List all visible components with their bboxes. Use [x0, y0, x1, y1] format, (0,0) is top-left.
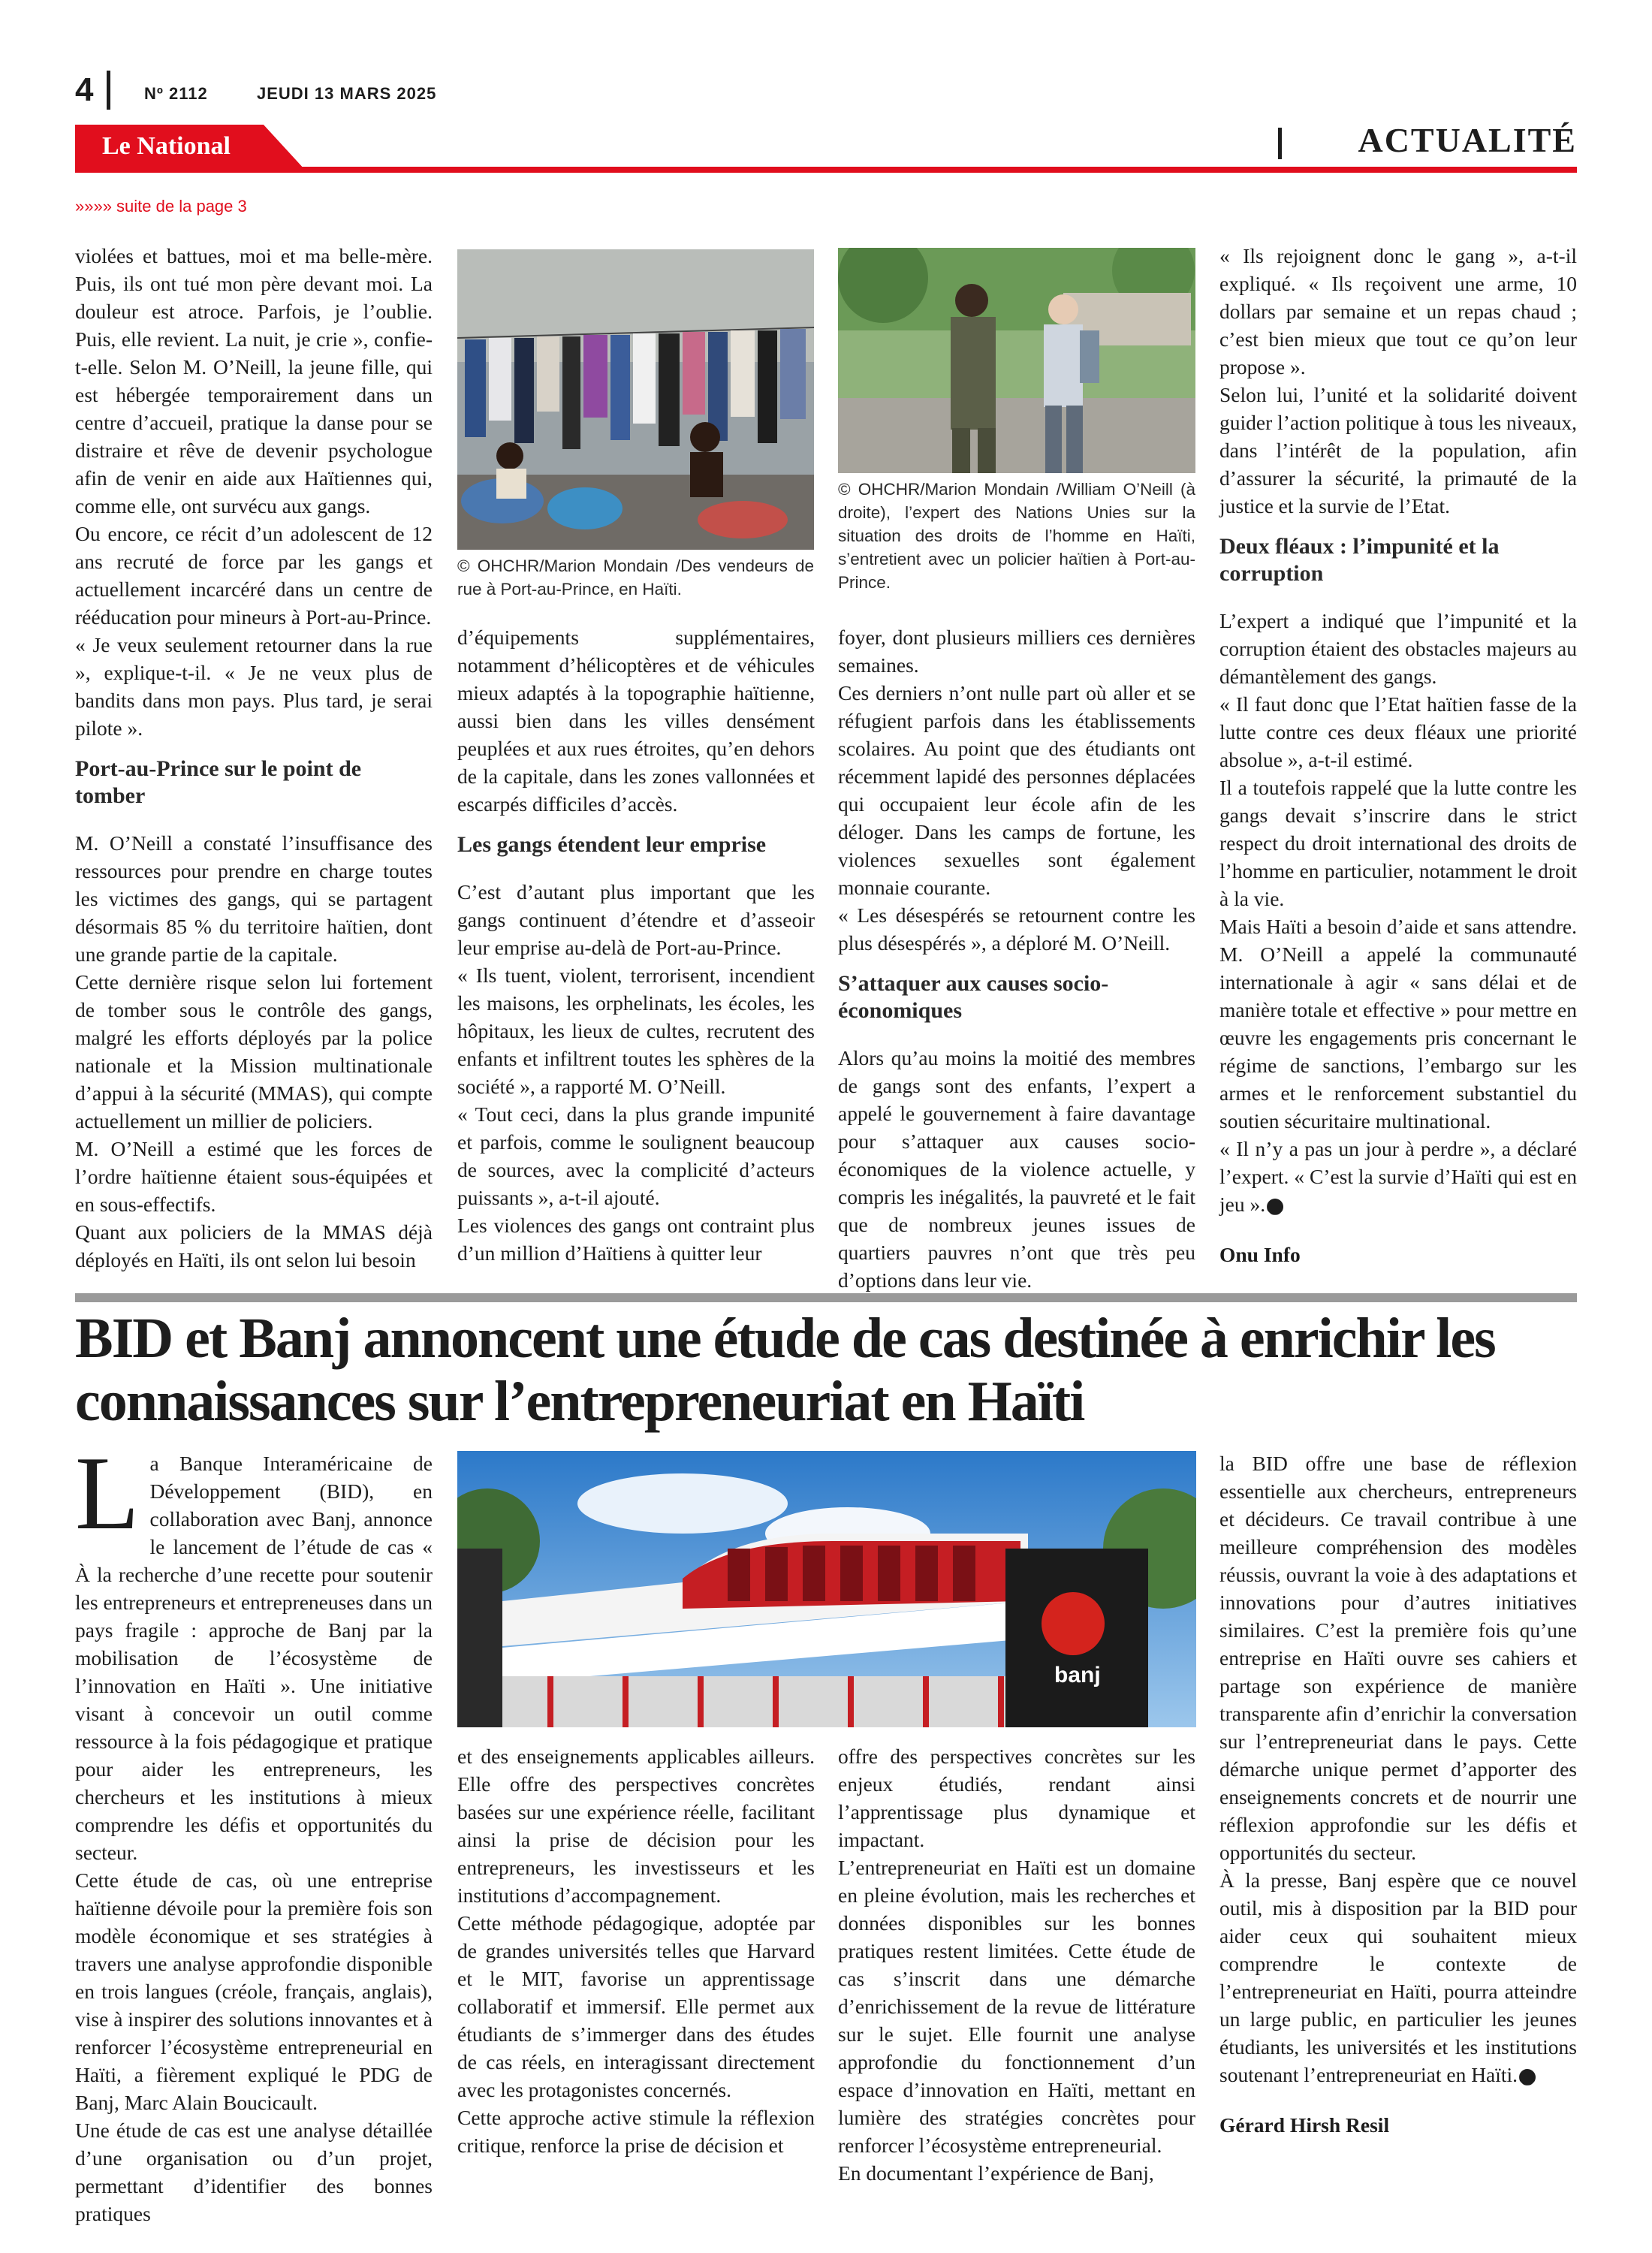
paragraph: Selon lui, l’unité et la solidarité doivent guider l’action politique à tous les niveaux, dans l’intérêt de la population, afin d’assurer la sécurité, la primauté de la justice et la survie de l’Etat. — [1219, 383, 1577, 517]
paragraph: Quant aux policiers de la MMAS déjà déployés en Haïti, ils ont selon lui besoin — [75, 1220, 433, 1271]
page-number: 4 — [75, 71, 94, 108]
paragraph: foyer, dont plusieurs milliers ces dernières semaines. — [838, 626, 1195, 677]
paragraph: C’est d’autant plus important que les gangs continuent d’étendre et d’asseoir leur emprise au-delà de Port-au-Prince. — [457, 880, 815, 959]
paragraph: d’équipements supplémentaires, notamment d’hélicoptères et de véhicules mieux adaptés à la topographie haïtienne, aussi bien dans les villes densément peuplées et aux rues étroites, qu’en dehors de la capitale, dans les zones vallonnées et escarpés difficiles d’accès. — [457, 626, 815, 816]
paragraph: « Il faut donc que l’Etat haïtien fasse de la lutte contre ces deux fléaux une priorité absolue », a-t-il estimé. — [1219, 692, 1577, 771]
article2-column-4 — [1219, 1449, 1577, 2139]
paragraph: M. O’Neill a estimé que les forces de l’ordre haïtienne étaient sous-équipées et en sous-effectifs. — [75, 1137, 433, 1216]
paragraph: L’expert a indiqué que l’impunité et la corruption étaient des obstacles majeurs au démantèlement des gangs. — [1219, 609, 1577, 688]
article2-column-2 — [457, 1742, 815, 2159]
paragraph: Les violences des gangs ont contraint plus d’un million d’Haïtiens à quitter leur — [457, 1214, 815, 1265]
paragraph: Mais Haïti a besoin d’aide et sans attendre. M. O’Neill a appelé la communauté internationale à agir « sans délai et de manière totale et effective » pour mettre en œuvre les engagements pris concernant le régime de sanctions, l’embargo sur les armes et le renforcement substantiel du soutien sécuritaire multinational. — [1219, 915, 1577, 1133]
street-vendors-illustration — [457, 249, 814, 550]
article-signature: Onu Info — [1219, 1243, 1301, 1266]
paragraph: et des enseignements applicables ailleurs. Elle offre des perspectives concrètes basées sur une expérience réelle, facilitant ainsi la prise de décision pour les entrepreneurs, les investisseurs et les institutions d’accompagnement. — [457, 1745, 815, 1907]
subheading: Port-au-Prince sur le point de tomber — [75, 756, 362, 808]
issue-number: Nº 2112 — [144, 84, 208, 103]
continued-from: »»»» suite de la page 3 — [75, 197, 247, 216]
paragraph: Cette dernière risque selon lui fortement de tomber sous le contrôle des gangs, malgré les efforts déployés par la police nationale et la Mission multinationale d’appui à la sécurité (MMAS), qui compte actuellement un millier de policiers. — [75, 970, 433, 1133]
paragraph — [1219, 1866, 1577, 2089]
paragraph-text: « Il n’y a pas un jour à perdre », a déclaré l’expert. « C’est la survie d’Haïti qui est en jeu ». — [1219, 1137, 1577, 1216]
article2-column-1 — [75, 1435, 433, 2227]
issue-date: JEUDI 13 MARS 2025 — [257, 84, 437, 103]
article-separator — [75, 1293, 1577, 1302]
paragraph: Cette étude de cas, où une entreprise haïtienne dévoile pour la première fois son modèle économique et ses stratégies à travers une analyse approfondie disponible en trois langues (créole, français, anglais), vise à inspirer des solutions innovantes et à renforcer l’écosystème entrepreneurial en Haïti, a fièrement expliqué le PDG de Banj, Marc Alain Boucicault. — [75, 1868, 433, 2114]
section-divider — [1278, 128, 1282, 159]
paragraph: Cette méthode pédagogique, adoptée par de grandes universités telles que Harvard et le MIT, favorise un apprentissage collaboratif et immersif. Elle permet aux étudiants de s’immerger dans des études de cas réels, en interagissant directement avec les protagonistes concernés. — [457, 1911, 815, 2101]
paragraph: En documentant l’expérience de Banj, — [838, 2161, 1154, 2185]
article2-column-3 — [838, 1742, 1195, 2187]
paragraph: « Ils tuent, violent, terrorisent, incendient les maisons, les orphelinats, les écoles, les hôpitaux, les lieux de cultes, recrutent des enfants et infiltrent toutes les sphères de la société », a rapporté M. O’Neill. — [457, 964, 815, 1098]
paragraph: offre des perspectives concrètes sur les enjeux étudiés, rendant ainsi l’apprentissage plus dynamique et impactant. — [838, 1745, 1195, 1851]
street-vendors-photo — [457, 249, 814, 550]
paragraph: Il a toutefois rappelé que la lutte contre les gangs devait s’inscrire dans le strict respect du droit international des droits de l’homme en particulier, notamment le droit à la vie. — [1219, 776, 1577, 910]
oneill-illustration — [838, 248, 1195, 473]
photo-caption: © OHCHR/Marion Mondain /Des vendeurs de rue à Port-au-Prince, en Haïti. — [457, 556, 814, 599]
banj-sign: banj — [1054, 1663, 1101, 1687]
paragraph: L’entrepreneuriat en Haïti est un domaine en pleine évolution, mais les recherches et données disponibles sur les bonnes pratiques restent limitées. Cette étude de cas s’inscrit dans une démarche d’enrichissement de la revue de littérature sur le sujet. Elle fournit une analyse approfondie du fonctionnement d’un espace d’innovation en Haïti, mettant en lumière des stratégies concrètes pour renforcer l’écosystème entrepreneurial. — [838, 1856, 1195, 2157]
banj-building-illustration — [457, 1451, 1196, 1727]
paragraph: Ou encore, ce récit d’un adolescent de 12 ans recruté de force par les gangs et actuellement incarcéré dans un centre de rééducation pour mineurs à Port-au-Prince. — [75, 522, 433, 629]
subheading: S’attaquer aux causes socio-économiques — [838, 971, 1109, 1023]
banj-building-photo — [457, 1451, 1196, 1727]
paragraph: « Tout ceci, dans la plus grande impunité et parfois, comme le soulignent beaucoup de sources, avec la complicité d’acteurs puissants », a-t-il ajouté. — [457, 1102, 815, 1209]
drop-cap: L — [75, 1435, 140, 1552]
photo-caption: © OHCHR/Marion Mondain /William O’Neill (à droite), l’expert des Nations Unies sur la situation des droits de l’homme en Haïti, s’entretient avec un policier haïtien à Port-au-Prince. — [838, 480, 1195, 592]
paragraph: « Les désespérés se retournent contre les plus désespérés », a déploré M. O’Neill. — [838, 903, 1195, 955]
paragraph-text: À la presse, Banj espère que ce nouvel outil, mis à disposition par la BID pour aider ceux qui souhaitent mieux comprendre le contexte de l’entrepreneuriat en Haïti, pourra atteindre un large public, en particulier les jeunes étudiants, les universités et les institutions soutenant l’entrepreneuriat en Haïti. — [1219, 1868, 1577, 2086]
article1-column-4 — [1219, 242, 1577, 1268]
section-name: ACTUALITÉ — [1358, 121, 1577, 159]
paragraph: violées et battues, moi et ma belle-mère. Puis, ils ont tué mon père devant moi. La douleur est atroce. Parfois, je l’oublie. Puis, elle revient. La nuit, je crie », confie-t-elle. Selon M. O’Neill, la jeune fille, qui est hébergée temporairement dans un centre d’accueil, pratique la danse pour se distraire et rêve de devenir psychologue afin de venir en aide aux Haïtiennes qui, comme elle, ont survécu aux gangs. — [75, 244, 433, 517]
article1-column-2 — [457, 623, 815, 1267]
paragraph — [1219, 1135, 1577, 1218]
oneill-police-photo — [838, 248, 1195, 473]
paragraph: la BID offre une base de réflexion essentielle aux chercheurs, entrepreneurs et décideurs. Ce travail contribue à une meilleure compréhension des modèles réussis, ouvrant la voie à des adaptations et innovations pour d’autres initiatives similaires. C’est la première fois qu’une entreprise en Haïti ouvre ses cahiers et partage son expérience de manière transparente afin d’enrichir la conversation sur l’entrepreneuriat dans le pays. Cette démarche unique permet d’apporter des enseignements concrets et de nourrir une réflexion approfondie sur les défis et opportunités du secteur. — [1219, 1452, 1577, 1864]
article1-column-1 — [75, 242, 433, 1274]
paragraph: M. O’Neill a constaté l’insuffisance des ressources pour prendre en charge toutes les victimes des gangs, qui se partagent désormais 85 % du territoire haïtien, dont une grande partie de la capitale. — [75, 831, 433, 966]
article-headline: BID et Banj annoncent une étude de cas destinée à enrichir les connaissances sur l’entrepreneuriat en Haïti — [75, 1307, 1495, 1433]
paragraph: « Je veux seulement retourner dans la rue », explique-t-il. « Je ne veux plus de bandits dans mon pays. Plus tard, je serai pilote ». — [75, 633, 433, 740]
paragraph: « Ils rejoignent donc le gang », a-t-il expliqué. « Ils reçoivent une arme, 10 dollars par semaine et un repas chaud ; c’est bien mieux que tout ce qu’on leur propose ». — [1219, 244, 1577, 379]
header-rule — [75, 167, 1577, 173]
paragraph-text: a Banque Interaméricaine de Développement (BID), en collaboration avec Banj, annonce le lancement de l’étude de cas « À la recherche d’une recette pour soutenir les entrepreneurs et entrepreneuses dans un pays fragile : approche de Banj par la mobilisation de l’écosystème de l’innovation en Haïti ». Une initiative visant à concevoir un outil comme ressource à la fois pédagogique et pratique pour aider les entrepreneurs, les chercheurs et les institutions à mieux comprendre les défis et opportunités du secteur. — [75, 1452, 433, 1864]
end-mark-icon — [1267, 1199, 1283, 1215]
article1-column-3 — [838, 623, 1195, 1294]
end-mark-icon — [1519, 2069, 1536, 2086]
subheading: Deux fléaux : l’impunité et la corruption — [1219, 534, 1500, 586]
paragraph: Cette approche active stimule la réflexion critique, renforce la prise de décision et — [457, 2106, 815, 2157]
paragraph: Ces derniers n’ont nulle part où aller et se réfugient parfois dans les établissements scolaires. Au point que des étudiants ont récemment lapidé des personnes déplacées qui occupaient leur école afin de les déloger. Dans les camps de fortune, les violences sexuelles sont également monnaie courante. — [838, 681, 1195, 899]
newspaper-brand: Le National — [102, 132, 231, 160]
paragraph: Une étude de cas est une analyse détaillée d’une organisation ou d’un projet, permettant d’identifier des bonnes pratiques — [75, 2119, 433, 2225]
paragraph: Alors qu’au moins la moitié des membres de gangs sont des enfants, l’expert a appelé le gouvernement à faire davantage pour s’attaquer aux causes socio-économiques de la violence actuelle, y compris les inégalités, la pauvreté et le fait que de nombreux jeunes issues de quartiers pauvres n’ont que très peu d’options dans leur vie. — [838, 1046, 1195, 1292]
folio-divider — [107, 71, 110, 110]
article-signature: Gérard Hirsh Resil — [1219, 2113, 1390, 2137]
subheading: Les gangs étendent leur emprise — [457, 832, 767, 857]
paragraph — [75, 1435, 433, 1866]
